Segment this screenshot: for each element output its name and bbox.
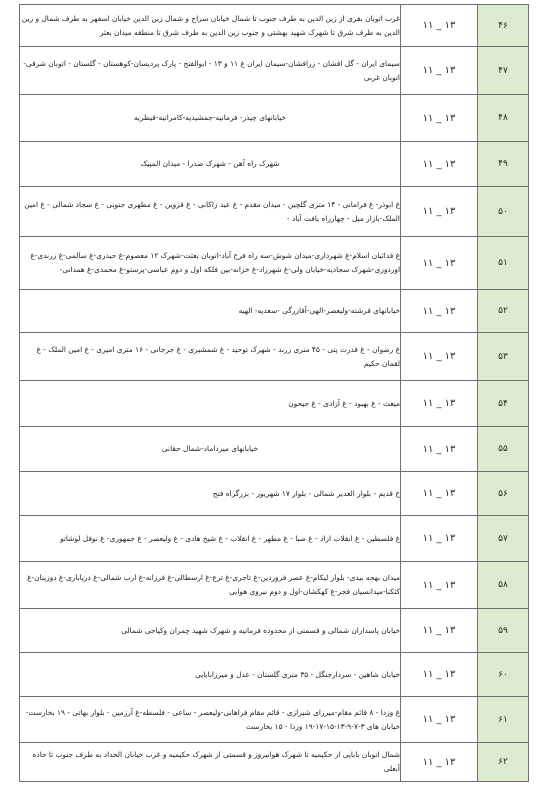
row-number: ۵۳ [478, 333, 529, 381]
affected-areas-cell [20, 142, 401, 187]
affected-areas-cell [20, 381, 401, 427]
affected-areas-text: میدان بهجه بیدی- بلوار لیکام-غ عصر فروردین-غ تاجری-غ ترع-غ ارسطالی-غ فرزانه-غ ارب شمالی-غ دریاباری-غ دوزینان-غ کثکنا-میدانسیان فجر-غ کهکشان-اول و دوم نیروی هوایی [27, 573, 400, 596]
outage-time: ۱۱ _ ۱۳ [401, 237, 478, 290]
row-number: ۵۱ [478, 237, 529, 290]
affected-areas-cell [20, 47, 401, 95]
affected-areas-cell [20, 697, 401, 743]
affected-areas-cell [20, 290, 401, 333]
outage-time: ۱۱ _ ۱۳ [401, 516, 478, 562]
row-number: ۶۱ [478, 697, 529, 743]
row-number: ۵۹ [478, 609, 529, 653]
outage-time: ۱۱ _ ۱۳ [401, 609, 478, 653]
outage-time: ۱۱ _ ۱۳ [401, 187, 478, 237]
affected-areas-text: غرب اتوبان بقری از زین الدین به طرف جنوب تا شمال خیابان سراج و شمال زین الدین خیابان اسفهر به طرف شمال و زین الدین به طرف شرق تا شهرک شهید بهشتی و جنوب زین الدین به طرف شرق تا منطقه میدان بعثر [21, 13, 400, 37]
row-number: ۵۴ [478, 381, 529, 427]
row-number: ۴۷ [478, 47, 529, 95]
table-row [20, 516, 529, 562]
table-row [20, 47, 529, 95]
outage-time: ۱۱ _ ۱۳ [401, 47, 478, 95]
outage-time: ۱۱ _ ۱۳ [401, 333, 478, 381]
outage-schedule-page [19, 4, 529, 782]
row-number: ۵۲ [478, 290, 529, 333]
affected-areas-cell [20, 427, 401, 472]
affected-areas-text: شمال اتوبان بابایی از حکیمیه تا شهرک هوانیروز و قسمتی از شهرک حکیمیه و غرب خیابان الحداد به طرف جنوب تا جاده آبعلی [32, 750, 400, 773]
row-number: ۵۷ [478, 516, 529, 562]
row-number: ۵۵ [478, 427, 529, 472]
affected-areas-cell [20, 472, 401, 516]
affected-areas-cell [20, 237, 401, 290]
outage-schedule-table [19, 4, 529, 782]
outage-time: ۱۱ _ ۱۳ [401, 472, 478, 516]
table-row [20, 697, 529, 743]
table-row [20, 142, 529, 187]
table-row [20, 290, 529, 333]
affected-areas-cell [20, 743, 401, 782]
table-body [20, 5, 529, 782]
table-row [20, 333, 529, 381]
table-row [20, 562, 529, 609]
affected-areas-cell [20, 95, 401, 142]
table-row [20, 187, 529, 237]
affected-areas-text: سیمای ایران - گل افشان - زرافشان-سیمان ایران غ ۱۱ و ۱۳ - ابوالفتح - پارک پردیسان-کوهستان - گلستان - اتوبان شرقی-اتوبان غربی [23, 58, 400, 82]
outage-time: ۱۱ _ ۱۳ [401, 381, 478, 427]
affected-areas-text: خیابانهای چیذر- فرمانیه-جمشیدیه-کامرانیه-قیطریه [133, 113, 287, 122]
outage-time: ۱۱ _ ۱۳ [401, 5, 478, 47]
affected-areas-cell [20, 187, 401, 237]
outage-time: ۱۱ _ ۱۳ [401, 697, 478, 743]
affected-areas-text: غ ابوذر- غ فرامانی - ۱۴ متری گلچین - میدان مقدم - غ عید زاکانی - غ قزوین - غ مطهری جنوبی - غ سجاد شمالی - غ امین الملک-بازار مبل - چهارراه یافت آباد - [24, 199, 400, 223]
affected-areas-cell [20, 516, 401, 562]
table-row [20, 381, 529, 427]
row-number: ۵۸ [478, 562, 529, 609]
affected-areas-cell [20, 609, 401, 653]
affected-areas-cell [20, 653, 401, 697]
outage-time: ۱۱ _ ۱۳ [401, 427, 478, 472]
affected-areas-cell [20, 333, 401, 381]
affected-areas-cell [20, 562, 401, 609]
affected-areas-text: شهرک راه آهن - شهرک صدرا - میدان المپیک [140, 159, 280, 168]
outage-time: ۱۱ _ ۱۳ [401, 95, 478, 142]
affected-areas-text: میعث - غ بهبود - غ آزادی - غ جیحون [288, 398, 400, 408]
table-row [20, 95, 529, 142]
affected-areas-text: غ وزدا - ۸ قائم مقام-میرزای شیرازی - قائم مقام فراهانی-ولیعصر - ساعی - فلسطه-غ آرزمین - بلوار بهاتی - ۱۹ بخارست-خیابان های ۳-۷-۹-۱۳-۱۵-۱۷-۱۹ وزدا - ۱۵ بخارست [25, 707, 400, 731]
table-row [20, 609, 529, 653]
affected-areas-text: خیابانهای فرشته-ولیعصر-الهی-آقازرگی -سعدیه- الهیه [238, 306, 400, 315]
outage-time: ۱۱ _ ۱۳ [401, 743, 478, 782]
outage-time: ۱۱ _ ۱۳ [401, 653, 478, 697]
row-number: ۴۸ [478, 95, 529, 142]
table-row [20, 427, 529, 472]
row-number: ۴۶ [478, 5, 529, 47]
row-number: ۶۰ [478, 653, 529, 697]
row-number: ۶۲ [478, 743, 529, 782]
table-row [20, 743, 529, 782]
outage-time: ۱۱ _ ۱۳ [401, 142, 478, 187]
affected-areas-text: خیابانهای میرداماد-شمال حقانی [161, 444, 259, 453]
affected-areas-text: خیابان شاهین - سردارجنگل - ۳۵ متری گلستان - عدل و میرزابابایی [195, 669, 400, 679]
affected-areas-text: غ فدائیان اسلام-غ شهرداری-میدان شوش-سه راه فرح آباد-اتوبان بعثت-شهرک ۱۲ معصوم-غ حیدری-غ سالمی-غ زرندی-غ اوردوزی-شهرک سجادیه-خیابان ولی-غ شهرزاد-غ خزانه-بین فلکه اول و دوم عباسی-پرستو-غ محمدی-غ همدانی- [30, 251, 400, 274]
outage-time: ۱۱ _ ۱۳ [401, 290, 478, 333]
table-row [20, 653, 529, 697]
table-row [20, 472, 529, 516]
affected-areas-cell [20, 5, 401, 47]
row-number: ۴۹ [478, 142, 529, 187]
table-row [20, 237, 529, 290]
affected-areas-text: غ فلسطین - غ انقلاب ازاد - غ صبا - غ مطهر - غ انقلاب - غ شیخ هادی - غ ولیعصر - غ جمهوری- غ نوفل لوشاتو [60, 533, 400, 543]
affected-areas-text: خیابان پاسداران شمالی و قسمتی از محدوده فرمانیه و شهرک شهید چمران وکیاجی شمالی [121, 625, 400, 635]
outage-time: ۱۱ _ ۱۳ [401, 562, 478, 609]
affected-areas-text: خ قدیم - بلوار الغدیر شمالی - بلوار ۱۷ شهریور - بزرگراه فتح [212, 488, 400, 498]
row-number: ۵۰ [478, 187, 529, 237]
table-row [20, 5, 529, 47]
row-number: ۵۶ [478, 472, 529, 516]
affected-areas-text: غ رضوان - غ قدرت پتی - ۴۵ متری زرند - شهرک توحید - غ شمشیری - غ جرجانی - ۱۶ متری امیری - غ امین الملک - غ لقمان حکیم [36, 344, 400, 368]
